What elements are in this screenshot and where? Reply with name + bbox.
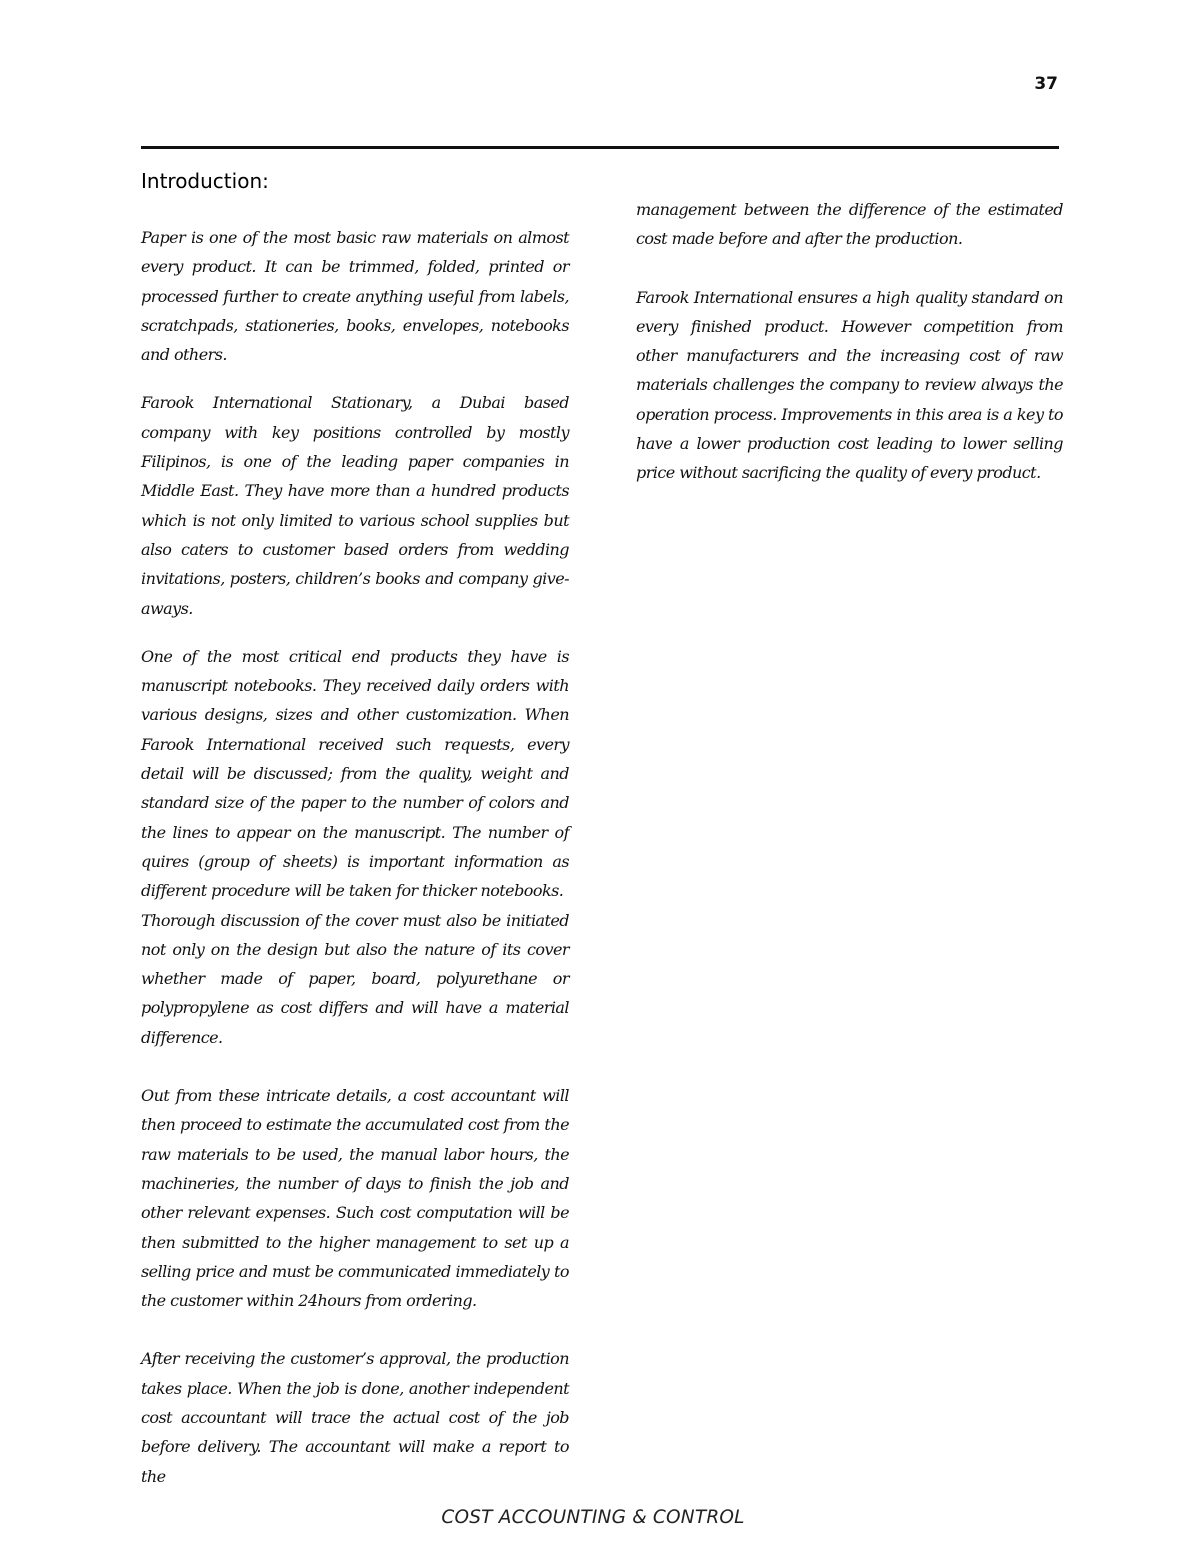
paragraph: One of the most critical end products they have is manuscript notebooks. They received daily orders with various designs, sizes and other customization. When Farook International received such requests, every detail will be discussed; from the quality, weight and standard size of the paper to the number of colors and the lines to appear on the manuscript. The number of quires (group of sheets) is important information as different procedure will be taken for thicker notebooks. bbox=[141, 646, 569, 901]
header-rule bbox=[141, 146, 1059, 149]
paragraph: Farook International ensures a high quality standard on every finished product. However competition from other manufacturers and the increasing cost of raw materials challenges the company to review always the operation process. Improvements in this area is a key to have a lower production cost leading to lower selling price without sacrificing the quality of every product. bbox=[636, 287, 1063, 483]
paragraph: Farook International Stationary, a Dubai based company with key positions controlled by mostly Filipinos, is one of the leading paper companies in Middle East. They have more than a hundred products which is not only limited to various school supplies but also caters to customer based orders from wedding invitations, posters, children’s books and company give-aways. bbox=[141, 393, 569, 618]
paragraph: management between the difference of the estimated cost made before and after the production. bbox=[636, 200, 1063, 249]
footer-text: COST ACCOUNTING & CONTROL bbox=[441, 1507, 745, 1528]
left-column bbox=[141, 166, 569, 1491]
paragraph: After receiving the customer’s approval, the production takes place. When the job is done, another independent cost accountant will trace the actual cost of the job before delivery. The accountant will make a report to the bbox=[141, 1349, 569, 1486]
page-footer bbox=[0, 1507, 1200, 1528]
page-number: 37 bbox=[1034, 74, 1058, 94]
section-heading: Introduction: bbox=[141, 169, 269, 193]
right-column bbox=[636, 195, 1063, 488]
paragraph: Thorough discussion of the cover must also be initiated not only on the design but also the nature of its cover whether made of paper, board, polyurethane or polypropylene as cost differs and will have a material difference. bbox=[141, 910, 569, 1047]
paragraph: Out from these intricate details, a cost accountant will then proceed to estimate the accumulated cost from the raw materials to be used, the manual labor hours, the machineries, the number of days to finish the job and other relevant expenses. Such cost computation will be then submitted to the higher management to set up a selling price and must be communicated immediately to the customer within 24hours from ordering. bbox=[141, 1086, 569, 1311]
paragraph: Paper is one of the most basic raw materials on almost every product. It can be trimmed, folded, printed or processed further to create anything useful from labels, scratchpads, stationeries, books, envelopes, notebooks and others. bbox=[141, 228, 569, 365]
